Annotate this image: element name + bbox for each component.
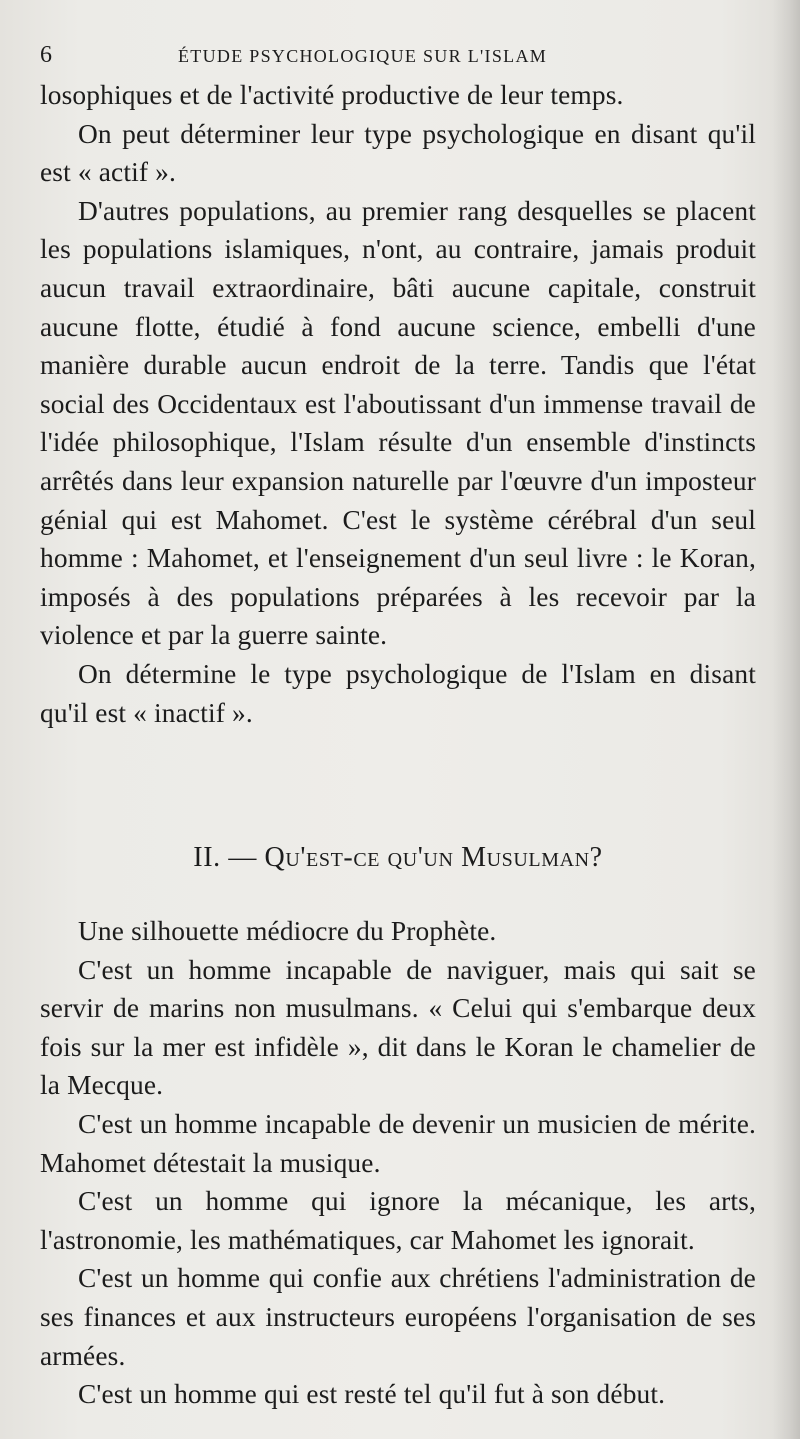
paragraph-unchanged: C'est un homme qui est resté tel qu'il fut à son début. — [78, 1379, 666, 1410]
paragraph-navigation: C'est un homme incapable de naviguer, mais qui sait se servir de marins non musulmans. « Celui qui s'embarque deux fois sur la mer est infidèle », dit dans le Koran le chamelier de la Mecque. — [40, 954, 756, 1101]
page-edge-shadow — [772, 0, 800, 1439]
paragraph-inactive-type: On détermine le type psychologique de l'Islam en disant qu'il est « inactif ». — [40, 658, 756, 728]
paragraph-music: C'est un homme incapable de devenir un musicien de mérite. Mahomet détestait la musique. — [40, 1108, 756, 1178]
running-title: ÉTUDE PSYCHOLOGIQUE SUR L'ISLAM — [178, 46, 548, 66]
paragraph-silhouette: Une silhouette médiocre du Prophète. — [78, 916, 497, 946]
paragraph-continuation: losophiques et de l'activité productive de leur temps. — [40, 80, 624, 110]
section-heading: II. — Qu'est-ce qu'un Musulman? — [193, 842, 603, 873]
section-1-body — [40, 76, 756, 732]
page-number: 6 — [40, 42, 52, 68]
paragraph-administration: C'est un homme qui confie aux chrétiens l'administration de ses finances et aux instructeurs européens l'organisation de ses armées. — [40, 1263, 756, 1371]
paragraph-sciences: C'est un homme qui ignore la mécanique, les arts, l'astronomie, les mathématiques, car Mahomet les ignorait. — [40, 1186, 756, 1255]
paragraph-active-type: On peut déterminer leur type psychologique en disant qu'il est « actif ». — [40, 118, 756, 188]
section-2-body — [40, 912, 756, 1414]
running-head — [38, 38, 760, 72]
paragraph-islamic-populations: D'autres populations, au premier rang desquelles se placent les populations islamiques, n'ont, au contraire, jamais produit aucun travail extraordinaire, bâti aucune capitale, construit aucune flotte, étudié à fond aucune science, embelli d'une manière durable aucun endroit de la terre. Tandis que l'état social des Occidentaux est l'aboutissant d'un immense travail de l'idée philosophique, l'Islam résulte d'un ensemble d'instincts arrêtés dans leur expansion naturelle par l'œuvre d'un imposteur génial qui est Mahomet. C'est le système cérébral d'un seul homme : Mahomet, et l'enseignement d'un seul livre : le Koran, imposés à des populations préparées à les recevoir par la violence et par la guerre sainte. — [40, 195, 756, 651]
